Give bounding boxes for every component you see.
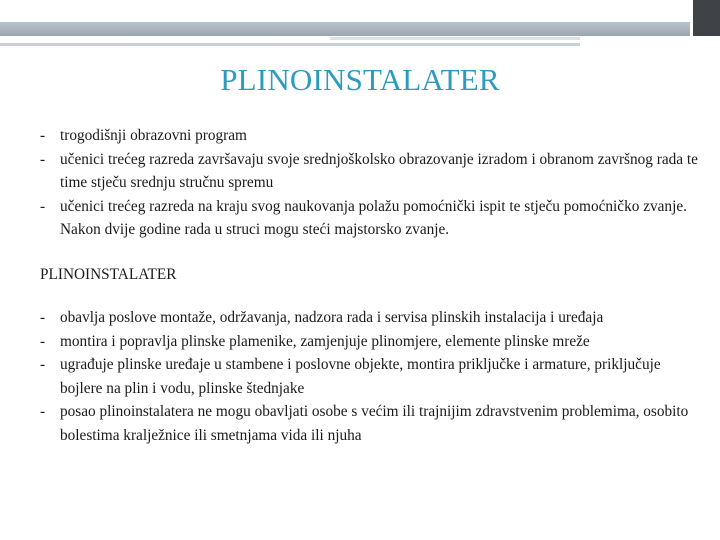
section-heading: PLINOINSTALATER bbox=[40, 265, 177, 283]
header-decor-underline bbox=[0, 43, 580, 46]
list-item bbox=[40, 330, 700, 354]
list-item bbox=[40, 400, 700, 447]
slide-title: PLINOINSTALATER bbox=[220, 62, 500, 97]
list-item bbox=[40, 195, 700, 242]
header-decor-dark-block bbox=[693, 0, 720, 36]
list-item bbox=[40, 124, 700, 148]
list-item bbox=[40, 353, 700, 400]
bullet-dash: - bbox=[40, 197, 46, 215]
program-info-list bbox=[40, 124, 700, 242]
list-item-text: učenici trećeg razreda na kraju svog naukovanja polažu pomoćnički ispit te stječu pomoćničko zvanje. Nakon dvije godine rada u struci mogu steći majstorsko zvanje. bbox=[60, 197, 687, 238]
list-item bbox=[40, 148, 700, 195]
header-decor-thin-line bbox=[330, 37, 580, 40]
bullet-dash: - bbox=[40, 309, 46, 326]
list-item-text: učenici trećeg razreda završavaju svoje srednjoškolsko obrazovanje izradom i obranom završnog rada te time stječu srednju stručnu spremu bbox=[60, 150, 698, 191]
bullet-dash: - bbox=[40, 403, 46, 420]
list-item bbox=[40, 306, 700, 330]
bullet-dash: - bbox=[40, 356, 46, 373]
slide-content bbox=[40, 124, 700, 447]
header-decor-bar bbox=[0, 22, 693, 36]
list-item-text: montira i popravlja plinske plamenike, zamjenjuje plinomjere, elemente plinske mreže bbox=[60, 332, 590, 350]
job-duties-list bbox=[40, 306, 700, 447]
list-item-text: posao plinoinstalatera ne mogu obavljati osobe s većim ili trajnijim zdravstvenim problemima, osobito bolestima kralježnice ili smetnjama vida ili njuha bbox=[60, 403, 689, 444]
bullet-dash: - bbox=[40, 127, 46, 144]
list-item-text: ugrađuje plinske uređaje u stambene i poslovne objekte, montira priključke i armature, priključuje bojlere na plin i vodu, plinske štednjake bbox=[60, 356, 661, 397]
bullet-dash: - bbox=[40, 332, 46, 350]
list-item-text: trogodišnji obrazovni program bbox=[60, 127, 247, 144]
list-item-text: obavlja poslove montaže, održavanja, nadzora rada i servisa plinskih instalacija i uređaja bbox=[60, 309, 604, 326]
bullet-dash: - bbox=[40, 150, 46, 168]
